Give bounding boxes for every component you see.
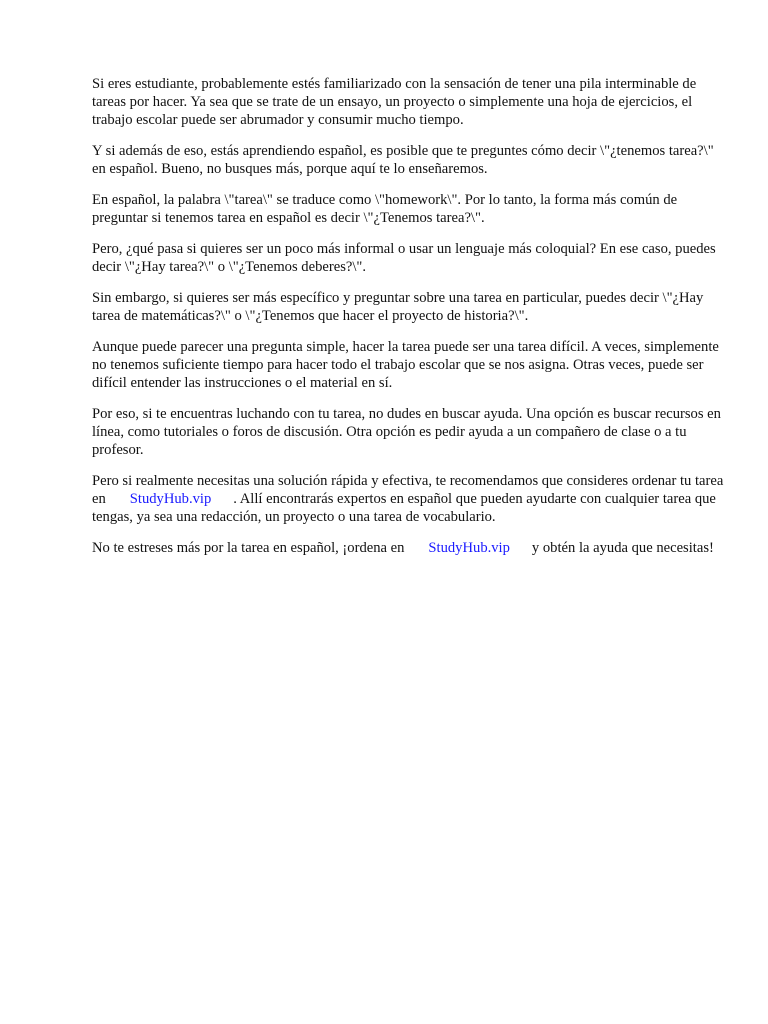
paragraph-translation: En español, la palabra \"tarea\" se traduce como \"homework\". Por lo tanto, la forma más común de preguntar si tenemos tarea en español es decir \"¿Tenemos tarea?\". [92, 192, 678, 226]
paragraph-closing-after: y obtén la ayuda que necesitas! [531, 540, 714, 556]
paragraph-closing [92, 539, 724, 557]
paragraph-difficulty: Aunque puede parecer una pregunta simple, hacer la tarea puede ser una tarea difícil. A veces, simplemente no tenemos suficiente tiempo para hacer todo el trabajo escolar que se nos asigna. Otras veces, puede ser difícil entender las instrucciones o el material en sí. [92, 339, 719, 391]
paragraph-recommendation-after: . Allí encontrarás expertos en español que pueden ayudarte con cualquier tarea que tengas, ya sea una redacción, un proyecto o una tarea de vocabulario. [92, 491, 716, 525]
paragraph-informal: Pero, ¿qué pasa si quieres ser un poco más informal o usar un lenguaje más coloquial? En ese caso, puedes decir \"¿Hay tarea?\" o \"¿Tenemos deberes?\". [92, 241, 716, 275]
studyhub-link[interactable]: StudyHub.vip [129, 491, 212, 507]
paragraph-how-to-say: Y si además de eso, estás aprendiendo español, es posible que te preguntes cómo decir \"¿tenemos tarea?\" en español. Bueno, no busques más, porque aquí te lo enseñaremos. [92, 143, 714, 177]
paragraph-closing-before: No te estreses más por la tarea en español, ¡ordena en [92, 540, 405, 556]
paragraph-help: Por eso, si te encuentras luchando con tu tarea, no dudes en buscar ayuda. Una opción es buscar recursos en línea, como tutoriales o foros de discusión. Otra opción es pedir ayuda a un compañero de clase o a tu profesor. [92, 406, 721, 458]
paragraph-recommendation-before: Pero si realmente necesitas una solución rápida y efectiva, te recomendamos que consideres ordenar tu tarea en [92, 473, 724, 507]
studyhub-link-2[interactable]: StudyHub.vip [428, 540, 510, 556]
paragraph-recommendation [92, 472, 724, 526]
paragraph-intro: Si eres estudiante, probablemente estés familiarizado con la sensación de tener una pila interminable de tareas por hacer. Ya sea que se trate de un ensayo, un proyecto o simplemente una hoja de ejercicios, el trabajo escolar puede ser abrumador y consumir mucho tiempo. [92, 76, 697, 128]
paragraph-specific: Sin embargo, si quieres ser más específico y preguntar sobre una tarea en particular, puedes decir \"¿Hay tarea de matemáticas?\" o \"¿Tenemos que hacer el proyecto de historia?\". [92, 290, 704, 324]
